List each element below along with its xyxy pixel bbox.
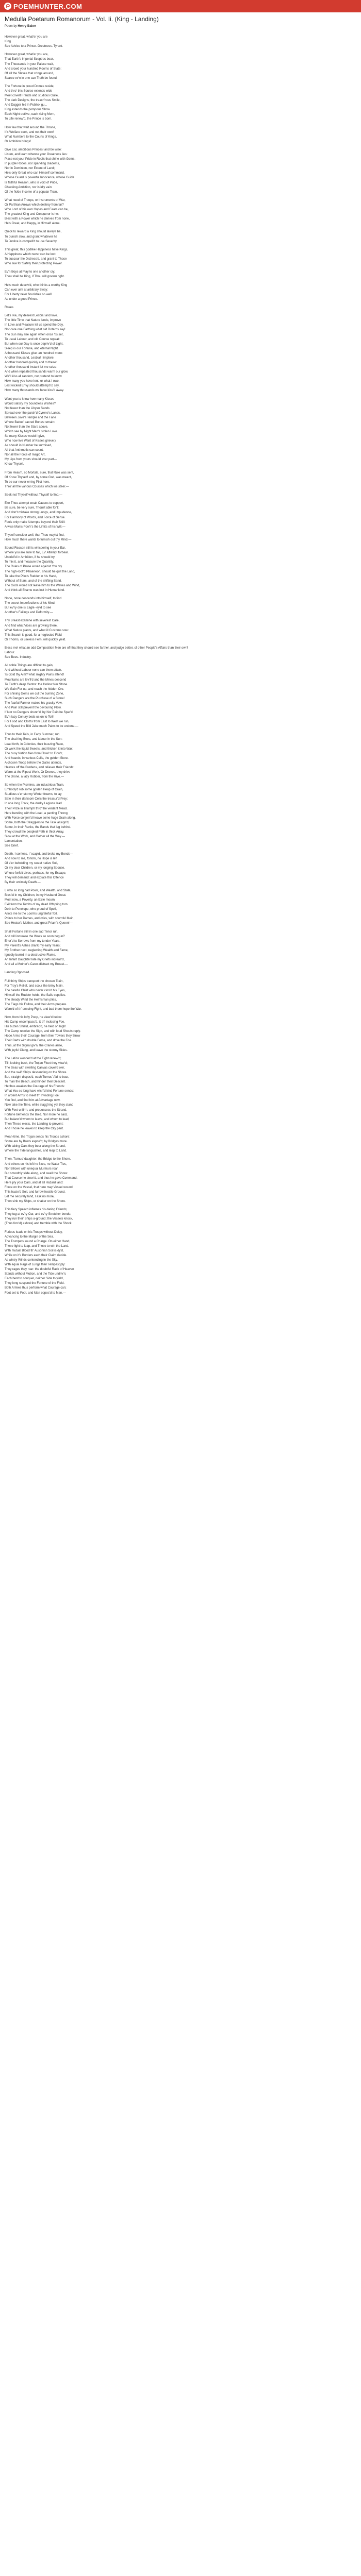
poem-line: (Thus forc'd) ashore) and tremble with the Shock. [5,1222,73,1226]
poem-stanza [5,664,356,729]
poem-line: The Seas with swelling Canvas cover'd o'er, [5,1066,65,1070]
poem-line: But, straight dispos'd, each Turnus' Aid to bear, [5,1076,69,1079]
poem-line: Exil from the Tombs of my dead Offspring torn. [5,903,69,907]
poem-line: Is faithful Reason, who is void of Pride, [5,181,58,184]
poem-line: Thro' all the various Courses which we steer.— [5,485,69,488]
poem-line: Landing Opposed. [5,971,30,975]
poem-stanza [5,619,356,642]
poem-line: He's much deceiv'd, who thinks a worthy King [5,283,68,287]
poem-stanza [5,1208,356,1226]
poem-line: Or Thorns, or useless Fern, will quickly yield. [5,638,66,641]
poem-stanza [5,1230,356,1296]
poem-line: Whose Guard is powerful Innocence, whose Guide [5,176,75,180]
poem-stanza [5,84,356,122]
poem-line: Know Thyself. [5,463,24,466]
poem-line: Their Prize in Triumph thro' the verdant Mead. [5,807,68,810]
poem-line: Such Dangers are the Purchase of a Stone! [5,697,65,700]
poem-line: Most now, a Poverty, an Exile mourn, [5,899,56,902]
poem-line: Thus, at the Signal giv'n, the Cranes arise, [5,1044,63,1047]
poem-line: Thus to their Toils, in Early Summer, run [5,733,60,737]
poem-line: My Brother next, neglecting Wealth and Fame, [5,948,69,952]
poem-line: Meet covert Frauds and studious Guile, [5,94,59,98]
poem-line: For Food and Cloths from East to West we run, [5,720,70,724]
poem-line: For Harmony of Words, and Force of Sense. [5,516,65,519]
poem-line: But balanc'd whom to leave, and whom to lead; [5,1117,70,1121]
poem-line: My Lips from yours should ever part— [5,458,57,462]
poem-line: Of all the Slaves that cringe around, [5,72,54,75]
poem-stanza [5,783,356,849]
poem-line: Thyself consider well, that Thou may'st find, [5,533,65,537]
poem-stanza [5,148,356,195]
poem-line: While on it's Borders each their Claim decide. [5,1254,67,1257]
poem-line: Fortune befriends the Bold. Nor more he said, [5,1113,68,1116]
poem-line: How much there wants to furnish out thy Mind.— [5,538,72,541]
poem-line: Now, from his lofty Poop, he view'd below [5,1016,62,1020]
poem-line: But smoothly slide along, and swell the Shore: [5,1172,68,1175]
poem-line: And crowd your hundred Rooms of State: [5,67,62,71]
poem-line: The high-roof'd Phaeneon, should he quit the Land, [5,570,75,573]
poem-stanza [5,979,356,1012]
poem-line: Himself the Rudder holds, the Sails supplies. [5,993,67,997]
poem-line: Scarce ev'n in one can Truth be found. [5,76,58,80]
poem-line: Stands without Motion, and the Tide undriv'n; [5,1273,67,1276]
poem-line: The chat'ring Bees, and labour in the Sun: [5,738,62,741]
poem-line: Ev'n lazy Conury beds us on to Toil! [5,716,54,719]
poem-line: Embody'd rob some golden Heap of Grain, [5,788,63,792]
poem-line: Labour. [5,651,15,654]
poem-title: Medulla Poetarum Romanorum - Vol. Ii. (King - Landing) [5,15,159,23]
poem-line: A wise Man's Pow'r's the Limits of his Will.— [5,525,65,529]
poem-line: So many Kisses would I give, [5,435,45,438]
poem-line: Here ply your Oars, and at all Hazard land: [5,1181,63,1184]
poem-line: Lest wicked Envy should attempt to say, [5,384,60,388]
poem-stanza [5,546,356,593]
poem-line: Then These elects, the Landing to prevent: [5,1122,63,1126]
poem-line: The Drone, a lazy Robber, from the Hive.— [5,775,64,778]
poem-line: To usual Labour, and old Course repeat: [5,337,60,341]
poem-line: Both Armies thus perform what Courage can; [5,1286,67,1290]
poem-line: Allots me to the Loom's ungrateful Toil. [5,912,58,916]
poem-stanza [5,471,356,489]
poem-line: To succour the Distress'd, and grant to Those [5,257,67,261]
poem-line: An Infant Daughter late my Griefs increas'd, [5,958,65,961]
poem-line: Where the Tide languishes, and leap to Land. [5,1149,67,1153]
poem-line: Quick to reward a King should always be, [5,230,62,234]
poemhunter-logo-icon[interactable] [4,3,11,10]
poem-line: A chosen Troop before the Gates attends, [5,761,62,765]
poem-line: And without Labour none can them attain. [5,669,62,672]
poem-line: What Nature plants, and what ill Customs sow: [5,629,69,632]
poem-line: To punish slow, and grant whatever he [5,235,58,239]
poem-line: King extends the pompous Show [5,108,50,112]
poem-line: His buzen Shield, embrac'd, he held on high! [5,1025,66,1029]
poem-line: We'll kiss all random, nor pretend to know [5,375,62,379]
poem-line: The Trumpets sound a Charge. On either Hand, [5,1240,71,1243]
poem-line: The Gods would not leave him to the Waves and Wind, [5,584,80,587]
poem-line: And hoards, in various Cells, the golden Store. [5,756,69,760]
poem-line: And Those he leaves to keep the City pent. [5,1127,64,1130]
poem-line: Between Jove's Temple and the Fane [5,416,56,419]
poem-line: Not fewer than the Libyan Sands [5,406,50,410]
poem-line: All that Anthmetic can count, [5,449,44,452]
poem-line: To Life renew'd, the Prince is born. [5,117,52,121]
poem-line: Slow at the Work, and Gather all the Way.— [5,835,65,838]
poem-line: And Pain still prevent the devouring Plow. [5,706,62,709]
poem-line: Death, I confess, I 'scap'd, and broke my Bonds— [5,853,73,856]
poem-line: Warm at the Ripest Work, Or Drones, they drive [5,770,71,774]
poem-line: Or work the liquid Sweets, and thicken it into Wax; [5,747,74,751]
poem-line: The Sun may rise again when once 'tis set, [5,333,64,336]
poem-line: Another's Failings and Deformity.— [5,611,53,615]
poem-stanza [5,646,356,660]
poem-line: Who now live Want of Kisses grieve:) [5,439,56,443]
poem-line: Some, both the Stragglers to the Task assign'd, [5,821,70,824]
poem-line: As should in Number be surmised, [5,444,52,448]
poem-line: Enur'd to Sorrows from my tender Years, [5,939,60,943]
poem-line: In ardent Arms to meet th' Invading Foe: [5,1094,60,1098]
poem-line: Who Lord of his own Hopes and Fears can be, [5,208,69,211]
poem-line: However great, what'er you are, [5,53,48,57]
poem-line: Of e'er beholding my sweet native Soil, [5,862,58,866]
poem-line: Mean-time, the Trojan sends his Troops ashore: [5,1136,71,1139]
poem-line: Force on the Vessel, that here may Vessel wound [5,1185,73,1189]
poem-stanza [5,283,356,302]
poem-line: How many thousands we have kiss'd away. [5,389,64,393]
poem-line: That Course he steer'd, and thus he gave Command, [5,1176,78,1180]
author-link[interactable]: Henry Baker [18,25,36,28]
poem-stanza [5,1135,356,1154]
poem-line: With joyful Clang, and leave the stormy Skies. [5,1048,68,1052]
poem-line: And find what Vices are growing there, [5,624,58,628]
poem-line: You find, and find him at Advantage now. [5,1099,61,1103]
poem-stanza [5,397,356,467]
poem-line: Give Ear, ambitious Princes! and be wise: [5,148,62,152]
poem-stanza [5,230,356,244]
poem-stanza [5,493,356,498]
poem-stanza [5,852,356,885]
poem-line: Be sure, be very sure, Thou'rt able for't: [5,506,59,510]
poem-line: Shall Fortune still in one sad Tenor run, [5,930,58,934]
poem-line: How many you have lent, or what I owe. [5,380,60,383]
poem-line: Would satisfy my boundless Wishes? [5,402,56,405]
poem-line: The steady Wind the Helmsman plies, [5,998,57,1002]
poem-line: Another hundred quickly add to these: [5,361,57,364]
poem-stanza [5,533,356,543]
poem-line: To Earth's deep Centre: the Hollow Ner Stone. [5,683,68,686]
poem-line: Nor care one Farthing what old Dotards say! [5,328,65,332]
poem-line: Lead forth, in Colonies, their buzzing Race, [5,742,64,746]
poem-line: They long suspend the Fortune of the Field. [5,1282,65,1285]
poem-line: And thro' this Source extends wide [5,90,53,93]
poem-line: The secret Imperfections of his Mind: [5,602,56,605]
poem-line: He's only Great who can Himself command. [5,172,65,175]
poem-stanza [5,971,356,975]
poem-line: However great, what'er you are [5,36,48,39]
poem-line: The Flags his Follow, and their Arms prepare. [5,1003,67,1006]
poem-line: Now take the Time, while stagg'ring yet they stand [5,1104,74,1107]
poem-line: It's Welfare seek, and not their own! [5,130,54,134]
poem-line: Nor all the Force of magic Art, [5,453,46,457]
poem-line: They crowd the peopled Path in thick Array, [5,830,64,834]
poem-line: What need of Troops, or Instruments of War, [5,198,65,202]
poem-line: See Bees. Industry. [5,656,31,659]
poem-line: This haste'd Soil, and furrow hostile Ground. [5,1190,65,1194]
poem-line: Where you are sure to fail, Ev' Attempt forbear. [5,551,69,555]
poem-line: None, none descends into himself, to find [5,597,62,600]
poem-line: In one long Track, the dusky Legions lead [5,802,62,806]
poem-line: Want you to know how many Kisses [5,397,54,401]
poem-line: In purple Robes, nor sparkling Diadems, [5,162,60,166]
poem-line: Seek not Thyself without Thyself to find.— [5,494,62,497]
poem-stanza [5,889,356,926]
poem-line: Each bent to conquer, neither Side to yield, [5,1277,64,1281]
poem-line: With equal Rage of Lungs their Tempest ply: [5,1263,65,1267]
poem-line: Foot set to Foot, and Man oppos'd to Man.— [5,1291,66,1295]
poem-stanza [5,733,356,779]
poem-line: Each Night outlive, each rising Morn, [5,113,55,116]
poem-line: By their untimely Death.— [5,880,41,884]
poem-stanza [5,597,356,615]
poem-line: With taking Oars they bear along the Strand, [5,1145,66,1148]
poem-line: The careful Chief who never clos'd his Eyes, [5,989,65,992]
poem-line: To mix it, and measure the Quantity. [5,561,54,564]
poem-line: Of Know Thyself! and, by some God, was meant, [5,476,72,479]
poem-line: I, who so long had Pow'r, and Wealth, and State, [5,889,72,892]
poem-line: Safe in their darksom Cells the treasur'd Prey: [5,798,68,801]
poem-line: And Dagger hid in Publick gu... [5,104,47,107]
poem-line: See Hector's Mother, and great Priam's Queen!— [5,922,73,925]
poem-line: Full thirty Ships transport the chosen Train, [5,979,64,983]
poem-line: Points to her Dames, and cries, with scornful Mein, [5,917,75,921]
poem-line: What Numbers to the Courts of Kings, [5,135,57,139]
poem-stanza [5,35,356,49]
poem-line: They run their Ships a-ground; the Vessels knock, [5,1217,73,1221]
poem-line: The Latins wonder'd at the Fight renew'd; [5,1057,61,1060]
poem-line: Ev'n Boys at Play to one another cry, [5,270,55,274]
poem-stanza [5,1157,356,1204]
poem-line: Which see by Night Men's stolen Love. [5,430,58,433]
poem-stanza [5,1057,356,1131]
poem-line: And now to me, forlorn, no Hope is left [5,857,58,861]
poem-line: And don't mistake strong Lungs, and Impudence, [5,511,72,515]
poem-line: Sound Reason still is whispering in your Ear, [5,547,66,550]
poem-line: Roses [5,306,14,309]
poem-line: Lamentation. [5,839,23,843]
poem-line: For Troy's Relief, and scour the briny Main. [5,984,64,988]
poem-line: He's Great, and Happy, in Himself alone. [5,222,61,226]
poem-line: What You so long have wish'd kind Fortune sends: [5,1090,74,1093]
poem-line: Sleep is our Fortune, and eternal Night. [5,347,59,350]
poem-line: Furious leads on his Troops without Delay, [5,1230,63,1234]
poem-line: A Happiness which never can be lost: [5,252,56,256]
poem-line: As under a good Prince. [5,297,38,301]
poem-line: See Grief. [5,844,19,848]
poem-line: Place not your Pride in Roofs that shine with Gems, [5,158,76,161]
site-logo-text[interactable]: POEMHUNTER.COM [13,2,83,10]
poem-line: Bless me! what an odd Composition Men are of! that they should see farther, and judge better, of other People's Affairs than their own! [5,646,188,650]
poem-stanza [5,314,356,393]
poem-line: And still increase the Woes so soon begun? [5,935,65,938]
poem-stanza [5,1015,356,1053]
poem-line: Without of Stars, and of the shifting Sand. [5,579,62,583]
poem-line: That Earth's imperial Sceptres bear, [5,58,54,61]
poem-line: Till, looking back, the Trojan Fleet they view'd; [5,1061,68,1065]
poem-line: Of the fickle Income of a popular Train. [5,190,58,194]
poem-line: In Love and Pleasure let us spend the Day, [5,324,64,327]
poem-line: From Heav'n, so Mortals, sure, that Rule was sent, [5,471,74,474]
poem-line: Spread over the parch'd Cyrene's Lands, [5,411,61,415]
poem-line: With Force conjoin'd heave some huge Grain along. [5,816,76,820]
poem-line: Ignobly burn'd in a destructive Flame. [5,953,56,957]
poem-line: To be our never-erring Pilot here, [5,480,50,484]
poem-line: All noble Things are difficult to gain, [5,664,54,668]
poem-line: Or Parthian Arrows which destroy from far? [5,203,64,207]
poem-line: Where Battus' sacred Bones remain: [5,420,55,424]
poem-line: But ev'ry one is Eagle -ey'd to see [5,606,52,610]
poem-line: With Feet unfirm, and prepossess the Strand. [5,1108,67,1112]
poem-line: They tug at ev'ry Oar, and ev'ry Stretcher bends: [5,1213,71,1216]
poem-line: Doth to Penelope, who proud of Spoil, [5,908,57,911]
poem-content [5,15,356,1299]
poem-line: Then, Turnus' daughter, the Bridge to the Shore, [5,1158,71,1161]
poem-line: And when repeated thousands warm our glow, [5,370,69,374]
poem-line: Not fewer than the Stars above, [5,425,48,429]
poem-line: See Advice to a Prince. Greatness. Tyrant. [5,45,63,48]
poem-line: Checking Ambition, nor is idly vain [5,185,52,189]
poem-line: As wintry Winds contending in the Sky, [5,1259,58,1262]
poem-line: Another thousand instant let me seize: [5,365,58,369]
poem-line: E'er Thou attempt weak Causes to support, [5,502,64,505]
poem-line: The greatest King and Conqueror is he: [5,213,59,216]
poem-line: This Search is good, for a neglected Field [5,633,62,637]
poem-line: And the swift Ships descending on the Shore. [5,1071,68,1074]
poem-line: Here bending with the Load, a panting Throng [5,811,68,815]
poem-line: This fiery Speech inflames his daring Friends; [5,1208,68,1212]
poem-line: We Gain Fer up, and reach the hidden Ore. [5,687,64,691]
poem-line: The Fortune in proud Domes reside, [5,84,55,88]
poem-stanza [5,270,356,279]
poem-line: To man the Beach, and hinder their Descent. [5,1080,66,1084]
byline-label: Poem by [5,25,17,28]
poem-line: And others on his left he fixes, no Water Ties, [5,1162,67,1166]
poem-line: His Camp encompass'd, & th' inclosing Foe. [5,1021,65,1024]
poem-line: Another thousand, Lesbia! I implore: [5,356,55,360]
poem-line: These light to leap, and Those to win the Land. [5,1244,69,1248]
poem-line: My Parent's Ashes drank my early Tears; [5,944,61,947]
poem-stanza [5,501,356,529]
poem-stanza [5,53,356,80]
poem-stanza [5,198,356,226]
poem-line: Or Ambition brings! [5,140,31,143]
poem-line: If Nor no Dangers shunn'd, by Nor Pain be Spar'd [5,710,73,714]
poem-line: This great, this godlike Happiness have Kings, [5,248,69,251]
poem-line: The fearful Farmer makes his gravity Vow, [5,701,63,705]
poem-line: A thousand Kisses give: an hundred more: [5,351,63,355]
poem-line: They will demand: and expiate this Offence [5,876,64,879]
poem-line: Their Darts with double Force, and drive the Foe. [5,1039,72,1043]
poem-line: To take the Pilot's Rudder in his Hand, [5,574,57,578]
poem-line: To Justice is compell'd to use Severity. [5,240,58,243]
poem-line: How few that wait around the Throne, [5,126,56,129]
poem-line: The Camp receive the Sign, and with loud Shouts reply. [5,1030,81,1033]
poem-line: The dark Designs, the treach'rous Smile, [5,99,61,103]
poem-line: Advancing to the Margin of the Sea. [5,1235,54,1239]
poem-line: Nor in Dominion, nor Extent of Land; [5,167,55,171]
poem-line: Then sink my Ships, or shatter on the Shore. [5,1200,66,1203]
poem-line: Can ever aim at arbitrary Sway: [5,288,48,292]
poem-stanza [5,306,356,310]
poem-line: Listen, and learn whence your Greatness lies: [5,153,68,157]
poem-line: He thus awakes the Courage of his Friends: [5,1085,65,1089]
poem-line: Hope Arms their Courage: from their Towers they throw [5,1035,80,1038]
poem-line: Who sue for Safety their protecting Power. [5,262,63,265]
poem-line: Warn'd of th' ensuing Fight, and bad them hope the War. [5,1007,82,1011]
poem-line: Let me securely land, I ask no more, [5,1195,55,1198]
poem-line: Thy Breast examine with severest Care, [5,619,60,623]
poem-line: Blest with a Power which he derives from none, [5,217,70,221]
poem-line: Unbridl'd in Ambition, if he should try, [5,556,56,560]
poem-line: King [5,40,11,44]
poem-line: Fools only make Attempts beyond their Skill: [5,520,65,524]
poem-line: They rages they roar: the doubtful Rack of Heaven [5,1268,74,1272]
poem-line: For shining Gems we cut the burning Zone, [5,692,64,696]
poem-line: Nor Billows with unequal Murmurs roar, [5,1167,59,1171]
poem-line: Some, in their Ranks, the Bands that lag behind. [5,825,71,829]
poem-body [5,35,356,1296]
poem-line: Mountains are lev'll'd and the Mines descend [5,678,67,682]
poem-line: Let's live, my dearest Lesbia! and love. [5,314,58,318]
poem-line: Heaves off the Burdens, and relieves their Friends: [5,766,74,769]
poem-line: So when the Pismires, an industrious Train, [5,784,64,787]
poem-line: The little Time that Nature lends, improve [5,319,61,323]
poem-line: The Rules of Prose would against You cry. [5,565,63,569]
poem-line: Studious e'er stormy Winter frowns, to lay [5,793,62,796]
poem-line: The busy Nation flies from Flow'r to Flow'r, [5,752,63,755]
poem-line: Some are by Boats expos'd; by Bridges more. [5,1140,68,1144]
poem-line: With mutual Blood th' Ausonian Soil is dy'd, [5,1249,64,1252]
poem-stanza [5,126,356,144]
poem-line: And think all Shame was lost in Humankind. [5,588,65,592]
poem-line: 'Is Gold thy Aim? what mighty Pains attend! [5,673,64,677]
poem-line: Or my dear Children, or my longing Spouse. [5,867,65,870]
poem-line: Thou shall be King, if Thou will govern right. [5,275,65,279]
poem-stanza [5,248,356,266]
poem-line: For Liberty ne'er flourishes so well [5,293,52,296]
poem-line: And Speed the Bi'd Jake much Pains to be undone.— [5,725,78,728]
poem-line: The Thousands in your Palace wait, [5,62,54,66]
poem-stanza [5,930,356,968]
poem-line: And all a Mother's Cares distract my Breast.— [5,963,68,966]
poem-line: Blest'd in my Children, in my Husband Great. [5,893,67,897]
poem-byline [5,24,356,29]
site-header [0,0,361,12]
poem-line: But when our Day is once depriv'd of Light, [5,342,63,346]
poem-line: Whose forfeit Lives, perhaps, for my Escape, [5,871,67,875]
